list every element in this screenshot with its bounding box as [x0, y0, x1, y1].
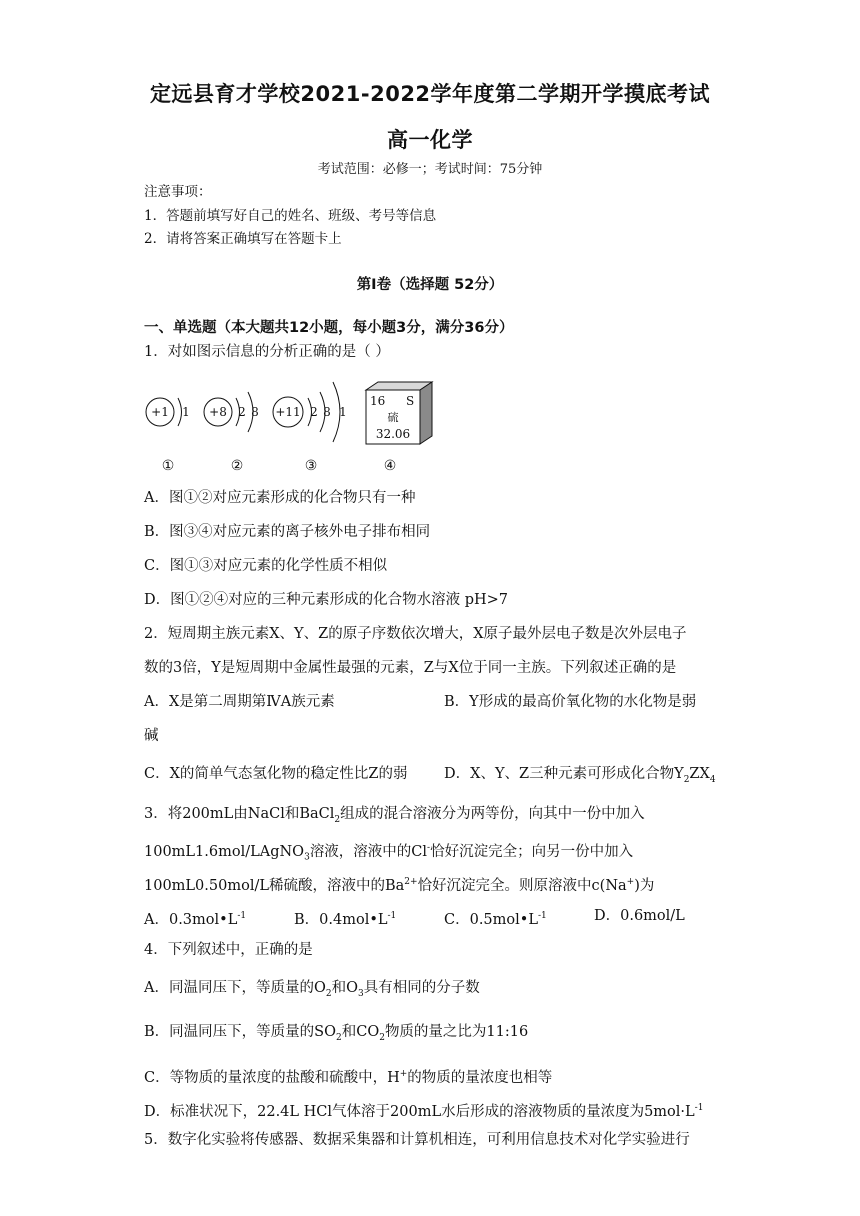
q4-option-a: A．同温同压下，等质量的$O_2$和$O_3$具有相同的分子数: [144, 980, 480, 999]
svg-text:①: ①: [161, 458, 175, 474]
svg-text:硫: 硫: [387, 411, 399, 424]
svg-text:16: 16: [370, 394, 386, 408]
svg-text:②: ②: [230, 458, 244, 474]
q1-option-d: D．图①②④对应的三种元素形成的化合物水溶液 pH>7: [144, 592, 509, 608]
note-item: 1．答题前填写好自己的姓名、班级、考号等信息: [144, 208, 437, 224]
svg-text:1: 1: [339, 405, 347, 419]
svg-text:8: 8: [323, 405, 331, 419]
q3-option-a: A．$0.3mol•L^{-1}$: [144, 911, 247, 928]
svg-text:8: 8: [251, 405, 259, 419]
notes-heading: 注意事项：: [144, 184, 212, 200]
q3-line3: 100mL0.50mol/L稀硫酸，溶液中的$Ba^{2+}$恰好沉淀完全。则原溶液中c(Na+)为: [144, 877, 655, 894]
exam-title: 定远县育才学校2021-2022学年度第二学期开学摸底考试: [149, 82, 711, 106]
q4-option-d: D．标准状况下，22.4L HCl气体溶于200mL水后形成的溶液物质的量浓度为$5mol\cdot L^{-1}$: [144, 1103, 704, 1120]
svg-text:④: ④: [383, 458, 397, 474]
q1-option-c: C．图①③对应元素的化学性质不相似: [144, 558, 388, 574]
q1-option-a: A．图①②对应元素形成的化合物只有一种: [144, 490, 416, 506]
q4-stem: 4．下列叙述中，正确的是: [144, 942, 313, 958]
svg-text:32.06: 32.06: [375, 427, 411, 441]
q3-line2: 100mL1.6mol/LAgNO$_3$溶液，溶液中的Cl-恰好沉淀完全；向另一份中加入: [144, 843, 634, 863]
exam-scope: 考试范围：必修一；考试时间：75分钟: [317, 162, 543, 177]
svg-text:S: S: [406, 394, 415, 408]
svg-text:2: 2: [310, 405, 318, 419]
section-title: 第Ⅰ卷（选择题 52分）: [356, 277, 504, 293]
svg-text:+11: +11: [275, 405, 301, 419]
q2-option-c: C．X的简单气态氢化物的稳定性比Z的弱: [144, 766, 408, 782]
element-cell-sulfur: [366, 382, 432, 474]
svg-text:2: 2: [238, 405, 246, 419]
q2-stem-line1: 2．短周期主族元素X、Y、Z的原子序数依次增大，X原子最外层电子数是次外层电子: [144, 626, 687, 642]
svg-text:+1: +1: [151, 405, 169, 419]
atom-diagram-3: [273, 382, 347, 474]
q5-stem: 5．数字化实验将传感器、数据采集器和计算机相连，可利用信息技术对化学实验进行: [144, 1132, 690, 1148]
svg-text:+8: +8: [209, 405, 227, 419]
q3-option-d: D．0.6mol/L: [594, 908, 685, 924]
svg-text:1: 1: [182, 405, 190, 419]
svg-text:③: ③: [304, 458, 318, 474]
atom-diagram-2: [204, 392, 259, 474]
q2-option-d: D．X、Y、Z三种元素可形成化合物$Y_2ZX_4$: [444, 766, 716, 785]
atom-diagram-1: [146, 398, 190, 474]
q3-line1: 3．将200mL由NaCl和BaCl$_2$组成的混合溶液分为两等份，向其中一份中加入: [144, 806, 645, 825]
q1-option-b: B．图③④对应元素的离子核外电子排布相同: [144, 524, 431, 540]
atom-structure-diagram: [140, 376, 440, 476]
q4-option-c: C．等物质的量浓度的盐酸和硫酸中，H+的物质的量浓度也相等: [144, 1069, 553, 1086]
part-heading: 一、单选题（本大题共12小题，每小题3分，满分36分）: [144, 320, 514, 336]
question-stem: 1．对如图示信息的分析正确的是（ ）: [144, 344, 390, 360]
q2-stem-line2: 数的3倍，Y是短周期中金属性最强的元素，Z与X位于同一主族。下列叙述正确的是: [144, 660, 677, 676]
q4-option-b: B．同温同压下，等质量的$SO_2$和$CO_2$物质的量之比为11:16: [144, 1024, 529, 1043]
q2-option-a: A．X是第二周期第ⅣA族元素: [144, 694, 335, 710]
subject-title: 高一化学: [387, 128, 473, 152]
q3-option-c: C．$0.5mol•L^{-1}$: [444, 911, 547, 928]
note-item: 2．请将答案正确填写在答题卡上: [144, 231, 342, 247]
q2-option-b: B．Y形成的最高价氧化物的水化物是弱: [444, 694, 697, 710]
q2-option-b-cont: 碱: [144, 728, 159, 744]
q3-option-b: B．$0.4mol•L^{-1}$: [294, 911, 397, 928]
